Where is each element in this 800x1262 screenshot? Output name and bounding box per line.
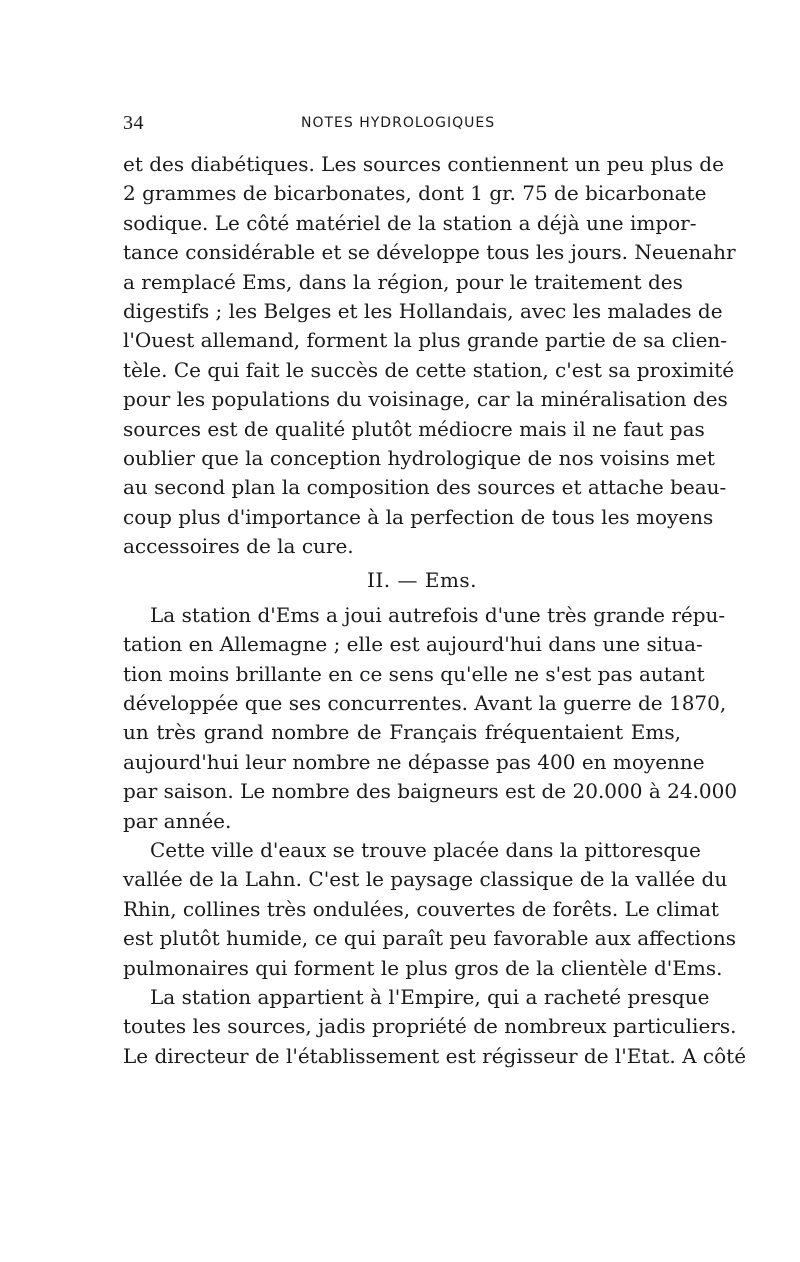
text-line: tion moins brillante en ce sens qu'elle ne s'est pas autant: [123, 661, 705, 686]
text-line: pulmonaires qui forment le plus gros de la clientèle d'Ems.: [123, 955, 723, 980]
text-line: sodique. Le côté matériel de la station a déjà une impor-: [123, 210, 697, 235]
text-line: au second plan la composition des sources et attache beau-: [123, 475, 727, 500]
text-line: un très grand nombre de Français fréquentaient Ems,: [123, 720, 681, 745]
text-line: pour les populations du voisinage, car la minéralisation des: [123, 387, 728, 412]
text-line: accessoires de la cure.: [123, 534, 354, 559]
text-line: aujourd'hui leur nombre ne dépasse pas 400 en moyenne: [123, 749, 705, 774]
text-line: a remplacé Ems, dans la région, pour le traitement des: [123, 269, 683, 294]
text-line: sources est de qualité plutôt médiocre mais il ne faut pas: [123, 416, 705, 441]
text-line: La station appartient à l'Empire, qui a racheté presque: [150, 984, 710, 1009]
text-line: La station d'Ems a joui autrefois d'une très grande répu-: [150, 602, 726, 627]
text-line: tance considérable et se développe tous les jours. Neuenahr: [123, 240, 736, 265]
text-line: vallée de la Lahn. C'est le paysage classique de la vallée du: [123, 867, 728, 892]
text-line: et des diabétiques. Les sources contiennent un peu plus de: [123, 152, 724, 176]
text-line: coup plus d'importance à la perfection de tous les moyens: [123, 504, 714, 529]
text-line: digestifs ; les Belges et les Hollandais, avec les malades de: [123, 298, 723, 323]
text-line: Cette ville d'eaux se trouve placée dans la pittoresque: [150, 837, 701, 862]
running-title: NOTES HYDROLOGIQUES: [301, 115, 496, 131]
page-number: 34: [123, 112, 144, 134]
text-line: toutes les sources, jadis propriété de nombreux particuliers.: [123, 1014, 737, 1039]
text-line: par saison. Le nombre des baigneurs est de 20.000 à 24.000: [123, 779, 738, 804]
text-line: oublier que la conception hydrologique de nos voisins met: [123, 445, 715, 470]
text-line: tation en Allemagne ; elle est aujourd'hui dans une situa-: [123, 632, 703, 657]
text-line: développée que ses concurrentes. Avant la guerre de 1870,: [123, 691, 727, 716]
text-line: est plutôt humide, ce qui paraît peu favorable aux affections: [123, 926, 737, 951]
body-text: [123, 150, 747, 1071]
text-line: l'Ouest allemand, forment la plus grande partie de sa clien-: [123, 328, 728, 353]
section-heading: II. — Ems.: [366, 568, 478, 593]
text-line: Le directeur de l'établissement est régisseur de l'Etat. A côté: [123, 1043, 747, 1068]
text-line: tèle. Ce qui fait le succès de cette station, c'est sa proximité: [123, 357, 735, 382]
text-line: Rhin, collines très ondulées, couvertes de forêts. Le climat: [123, 896, 719, 921]
running-head: [123, 112, 683, 136]
text-line: par année.: [123, 808, 232, 833]
text-line: 2 grammes de bicarbonates, dont 1 gr. 75 de bicarbonate: [123, 181, 707, 206]
